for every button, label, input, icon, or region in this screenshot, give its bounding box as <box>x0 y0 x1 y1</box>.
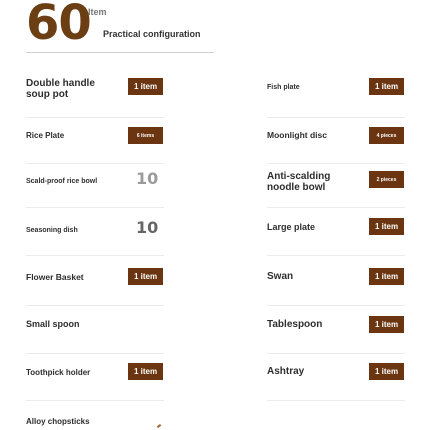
list-item <box>267 164 405 208</box>
quantity-value: 10 <box>136 169 159 188</box>
row-divider <box>267 207 405 208</box>
item-name: Alloy chopsticks <box>26 417 90 426</box>
item-name: Ashtray <box>267 366 305 377</box>
quantity-badge: 4 pieces <box>369 127 404 144</box>
quantity-badge: 1 item <box>369 316 404 333</box>
list-item <box>26 357 164 401</box>
item-name: Swan <box>267 271 294 282</box>
header <box>26 0 216 54</box>
quantity-badge: 1 item <box>128 78 163 95</box>
item-label: Item <box>88 7 107 17</box>
row-divider <box>26 305 164 306</box>
quantity-value: 10 <box>136 218 159 237</box>
item-name: Small spoon <box>26 319 80 329</box>
row-divider <box>267 117 405 118</box>
item-name: Moonlight disc <box>267 130 327 140</box>
item-name: Anti-scalding noodle bowl <box>267 171 331 193</box>
item-name: Tablespoon <box>267 319 323 330</box>
row-divider <box>26 353 164 354</box>
list-item <box>26 212 164 256</box>
item-name: Large plate <box>267 222 316 232</box>
list-item <box>26 164 164 208</box>
row-divider <box>267 255 405 256</box>
list-item <box>267 212 405 256</box>
subtitle: Practical configuration <box>103 29 201 39</box>
quantity-badge: 1 item <box>128 363 163 380</box>
item-name: Scald-proof rice bowl <box>26 178 98 185</box>
quantity-badge: 6 items <box>128 127 163 144</box>
item-name: Flower Basket <box>26 272 84 282</box>
row-divider <box>26 207 164 208</box>
header-divider <box>26 52 214 53</box>
quantity-badge: 1 item <box>128 268 163 285</box>
item-count: 60 <box>26 0 91 51</box>
row-divider <box>267 400 405 401</box>
list-item <box>267 310 405 354</box>
quantity-badge: 2 pieces <box>369 171 404 188</box>
list-item <box>267 262 405 306</box>
item-name: Toothpick holder <box>26 368 91 377</box>
quantity-badge: 1 item <box>369 268 404 285</box>
decorative-mark <box>157 424 161 428</box>
item-name: Fish plate <box>267 84 300 91</box>
list-item <box>26 310 164 354</box>
list-item <box>26 405 164 430</box>
list-item <box>267 357 405 401</box>
list-item <box>267 120 405 164</box>
row-divider <box>26 400 164 401</box>
quantity-badge: 1 item <box>369 78 404 95</box>
list-item <box>267 74 405 118</box>
list-item <box>26 262 164 306</box>
row-divider <box>26 255 164 256</box>
list-item <box>26 120 164 164</box>
item-name: Seasoning dish <box>26 227 78 234</box>
row-divider <box>267 305 405 306</box>
item-name: Rice Plate <box>26 131 65 140</box>
quantity-badge: 1 item <box>369 363 404 380</box>
row-divider <box>267 353 405 354</box>
list-item <box>26 74 164 118</box>
row-divider <box>26 117 164 118</box>
item-name: Double handle soup pot <box>26 78 95 100</box>
quantity-badge: 1 item <box>369 218 404 235</box>
